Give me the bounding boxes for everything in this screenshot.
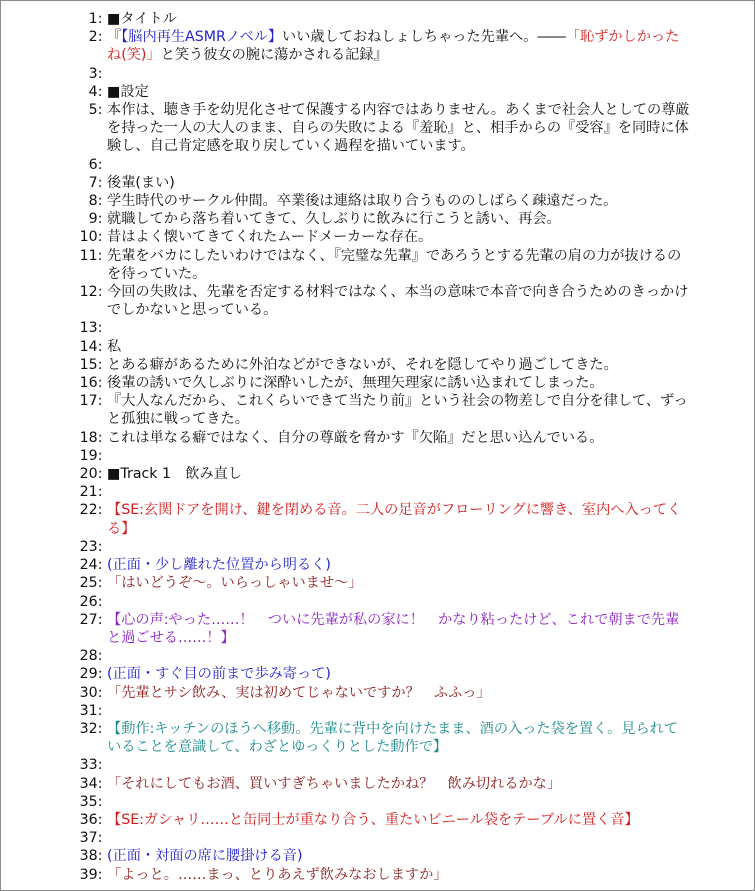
line-number: 17: [79,393,107,410]
line-text [107,28,692,64]
line-number: 28: [79,648,107,665]
line-text [107,829,692,847]
line-number: 36: [79,811,107,828]
line-text [107,247,692,283]
text-segment: 本作は、聴き手を幼児化させて保護する内容ではありません。あくまで社会人としての尊厳を持った一人の大人のまま、自らの失敗による『羞恥』と、相手からの『受容』を同時に体験し、自己肯定感を取り戻していく過程を描いています。 [107,102,690,155]
script-lines [1,10,755,884]
line-text [107,210,692,228]
line-number: 31: [79,702,107,719]
script-line [1,556,755,574]
line-number: 11: [79,247,107,264]
line-number: 24: [79,557,107,574]
line-text [107,866,692,884]
line-number: 21: [79,484,107,501]
script-line [1,483,755,501]
text-segment: ■設定 [107,83,149,100]
text-segment: 昔はよく懐いてきてくれたムードメーカーな存在。 [107,229,433,246]
line-number: 26: [79,593,107,610]
line-number: 2: [88,29,107,46]
line-text [107,811,692,829]
line-number: 7: [88,174,107,191]
script-line [1,593,755,611]
text-segment: と笑う彼女の腕に蕩かされる記録』 [160,47,388,64]
script-line [1,319,755,337]
line-text [107,447,692,465]
line-text [107,611,692,647]
line-text [107,574,692,592]
script-line [1,429,755,447]
line-number: 38: [79,848,107,865]
script-line [1,228,755,246]
line-number: 20: [79,466,107,483]
text-segment: これは単なる癖ではなく、自分の尊厳を脅かす『欠陥』だと思い込んでいる。 [107,429,604,446]
line-text [107,429,692,447]
text-segment: 『大人なんだから、これくらいできて当たり前』という社会の物差しで自分を律して、ずっと孤独に戦ってきた。 [107,393,688,428]
line-text [107,228,692,246]
script-line [1,465,755,483]
line-text [107,465,692,483]
line-number: 27: [79,611,107,628]
script-line [1,338,755,356]
text-segment: 「それにしてもお酒、買いすぎちゃいましたかね？ 飲み切れるかな」 [107,775,562,792]
line-text [107,283,692,319]
text-segment: 就職してから落ち着いてきて、久しぶりに飲みに行こうと誘い、再会。 [107,211,561,228]
script-line [1,210,755,228]
text-segment: いい歳しておねしょしちゃった先輩へ。―― [282,29,566,46]
line-number: 19: [79,447,107,464]
line-number: 6: [88,156,107,173]
line-number: 8: [88,193,107,210]
line-number: 22: [79,502,107,519]
line-text [107,756,692,774]
line-number: 13: [79,320,107,337]
line-text [107,720,692,756]
script-line [1,447,755,465]
line-number: 25: [79,575,107,592]
script-line [1,775,755,793]
line-number: 34: [79,775,107,792]
text-segment: 後輩の誘いで久しぶりに深酔いしたが、無理矢理家に誘い込まれてしまった。 [107,375,604,392]
script-line [1,684,755,702]
script-line [1,83,755,101]
text-segment: 【SE:ガシャリ……と缶同士が重なり合う、重たいビニール袋をテーブルに置く音】 [107,811,639,828]
line-number: 12: [79,284,107,301]
script-line [1,793,755,811]
line-text [107,775,692,793]
line-text [107,538,692,556]
line-number: 35: [79,793,107,810]
script-line [1,574,755,592]
script-line [1,501,755,537]
script-line [1,665,755,683]
script-line [1,392,755,428]
line-number: 14: [79,338,107,355]
line-number: 4: [88,83,107,100]
script-line [1,538,755,556]
line-text [107,192,692,210]
line-text [107,374,692,392]
script-line [1,374,755,392]
line-text [107,174,692,192]
line-number: 15: [79,356,107,373]
script-line [1,756,755,774]
line-text [107,793,692,811]
line-text [107,83,692,101]
line-text [107,392,692,428]
line-text [107,501,692,537]
script-line [1,10,755,28]
text-segment: 「よっと。……まっ、とりあえず飲みなおしますか」 [107,866,448,883]
line-text [107,647,692,665]
line-number: 3: [88,65,107,82]
line-text [107,65,692,83]
script-line [1,811,755,829]
line-text [107,702,692,720]
script-line [1,247,755,283]
line-number: 1: [88,11,107,27]
line-number: 23: [79,538,107,555]
text-segment: 「先輩とサシ飲み、実は初めてじゃないですか？ ふふっ」 [107,684,491,701]
text-segment: (正面・少し離れた位置から明るく) [107,557,331,574]
script-line [1,702,755,720]
line-number: 29: [79,666,107,683]
text-segment: 学生時代のサークル仲間。卒業後は連絡は取り合うもののしばらく疎遠だった。 [107,193,618,210]
script-line [1,156,755,174]
script-line [1,356,755,374]
text-segment: とある癖があるために外泊などができないが、それを隠してやり過ごしてきた。 [107,356,618,373]
text-segment: 【動作:キッチンのほうへ移動。先輩に背中を向けたまま、酒の入った袋を置く。見られていることを意識して、わざとゆっくりとした動作で】 [107,720,679,756]
line-number: 32: [79,720,107,737]
line-number: 5: [88,102,107,119]
line-text [107,10,692,28]
script-line [1,283,755,319]
script-line [1,28,755,64]
text-segment: 『 [107,29,122,46]
text-segment: ■タイトル [107,11,177,27]
script-line [1,174,755,192]
line-text [107,483,692,501]
line-text [107,665,692,683]
line-number: 10: [79,229,107,246]
line-text [107,684,692,702]
line-number: 18: [79,429,107,446]
text-segment: (正面・対面の席に腰掛ける音) [107,848,303,865]
line-text [107,847,692,865]
script-line [1,192,755,210]
script-line [1,611,755,647]
line-text [107,593,692,611]
line-number: 37: [79,830,107,847]
line-text [107,356,692,374]
line-number: 33: [79,757,107,774]
text-segment: 【脳内再生ASMRノベル】 [121,29,283,46]
line-text [107,319,692,337]
line-text [107,156,692,174]
text-segment: 私 [107,338,122,355]
text-segment: (正面・すぐ目の前まで歩み寄って) [107,666,331,683]
script-line [1,829,755,847]
line-number: 30: [79,684,107,701]
line-number: 9: [88,211,107,228]
line-number: 39: [79,866,107,883]
script-line [1,847,755,865]
text-segment: 先輩をバカにしたいわけではなく、『完璧な先輩』であろうとする先輩の肩の力が抜けるのを待っていた。 [107,247,682,282]
text-segment: 今回の失敗は、先輩を否定する材料ではなく、本当の意味で本音で向き合うためのきっかけでしかないと思っている。 [107,284,689,319]
text-segment: 【心の声:やった……！ ついに先輩が私の家に！ かなり粘ったけど、これで朝まで先輩と過ごせる……！】 [107,611,680,646]
text-segment: 「恥ずかしかったね(笑)」 [107,29,680,64]
line-text [107,556,692,574]
line-text [107,338,692,356]
script-line [1,65,755,83]
text-segment: 後輩(まい) [107,174,175,191]
script-line [1,720,755,756]
script-line [1,866,755,884]
script-line [1,647,755,665]
line-number: 16: [79,375,107,392]
script-line [1,101,755,156]
text-segment: 「はいどうぞ～。いらっしゃいませ～」 [107,575,363,592]
text-segment: 【SE:玄関ドアを開け、鍵を閉める音。二人の足音がフローリングに響き、室内へ入ってくる】 [107,502,682,537]
line-text [107,101,692,156]
text-segment: ■Track 1 飲み直し [107,466,243,483]
